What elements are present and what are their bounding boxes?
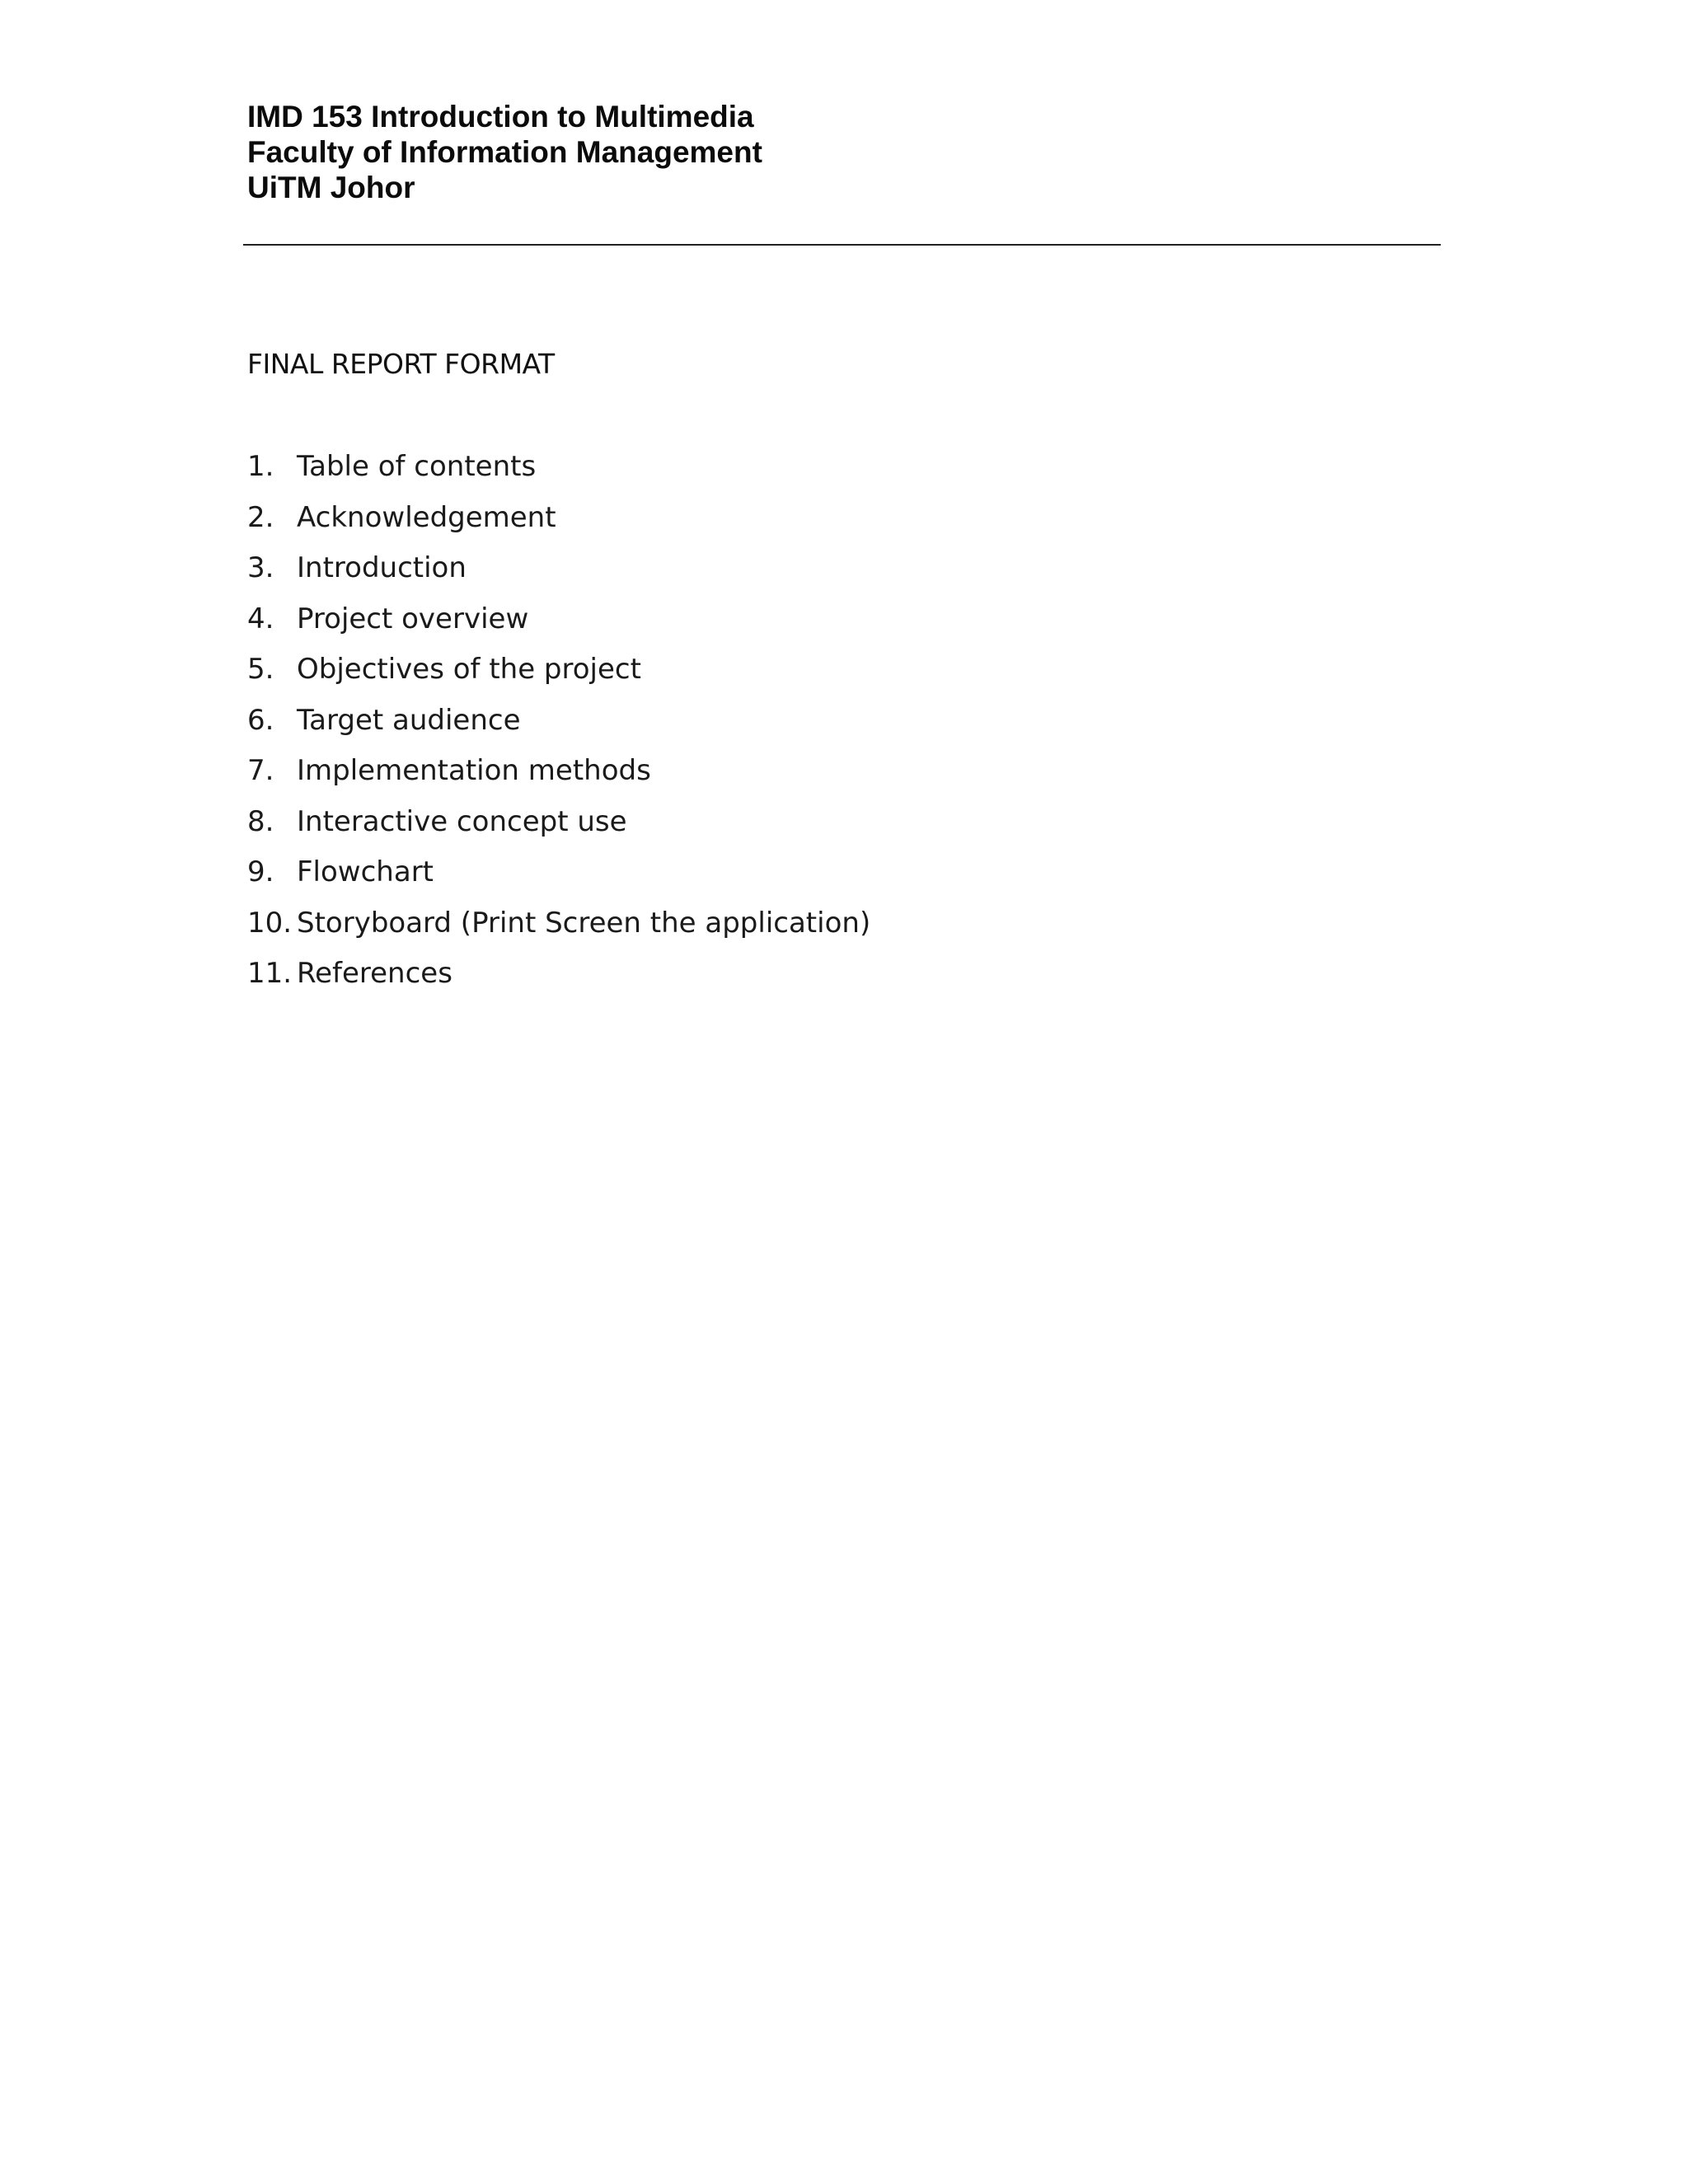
list-item-label: Flowchart <box>297 855 434 888</box>
list-item-label: Table of contents <box>297 450 537 483</box>
list-item-number: 9. <box>247 855 274 888</box>
list-item-number: 8. <box>247 804 274 838</box>
list-item-label: Project overview <box>297 602 529 635</box>
list-item-label: Acknowledgement <box>297 500 556 534</box>
list-item-number: 5. <box>247 653 274 686</box>
list-item-number: 11. <box>247 957 293 990</box>
list-item-label: Target audience <box>297 703 521 737</box>
faculty-name: Faculty of Information Management <box>247 135 762 169</box>
list-item-number: 6. <box>247 703 274 737</box>
list-item-label: Objectives of the project <box>297 653 641 686</box>
list-item-number: 2. <box>247 500 274 534</box>
list-item-number: 4. <box>247 602 274 635</box>
list-item <box>247 699 870 750</box>
list-item <box>247 496 870 547</box>
list-item <box>247 851 870 902</box>
header-divider <box>243 244 1441 246</box>
list-item <box>247 749 870 800</box>
list-item <box>247 445 870 496</box>
report-format-list <box>247 445 870 1003</box>
campus-name: UiTM Johor <box>247 171 415 204</box>
list-item <box>247 952 870 1003</box>
list-item-label: Implementation methods <box>297 754 651 787</box>
list-item-number: 7. <box>247 754 274 787</box>
list-item <box>247 800 870 851</box>
list-item <box>247 648 870 699</box>
list-item-number: 3. <box>247 551 274 584</box>
list-item-number: 1. <box>247 450 274 483</box>
list-item-label: References <box>297 957 452 990</box>
document-header <box>247 99 762 205</box>
list-item-label: Interactive concept use <box>297 804 627 838</box>
list-item <box>247 546 870 598</box>
course-title: IMD 153 Introduction to Multimedia <box>247 100 754 134</box>
list-item <box>247 598 870 649</box>
list-item <box>247 902 870 953</box>
list-item-label: Storyboard (Print Screen the application) <box>297 906 871 940</box>
list-item-label: Introduction <box>297 551 467 584</box>
list-item-number: 10. <box>247 906 293 940</box>
section-title: FINAL REPORT FORMAT <box>247 348 555 380</box>
